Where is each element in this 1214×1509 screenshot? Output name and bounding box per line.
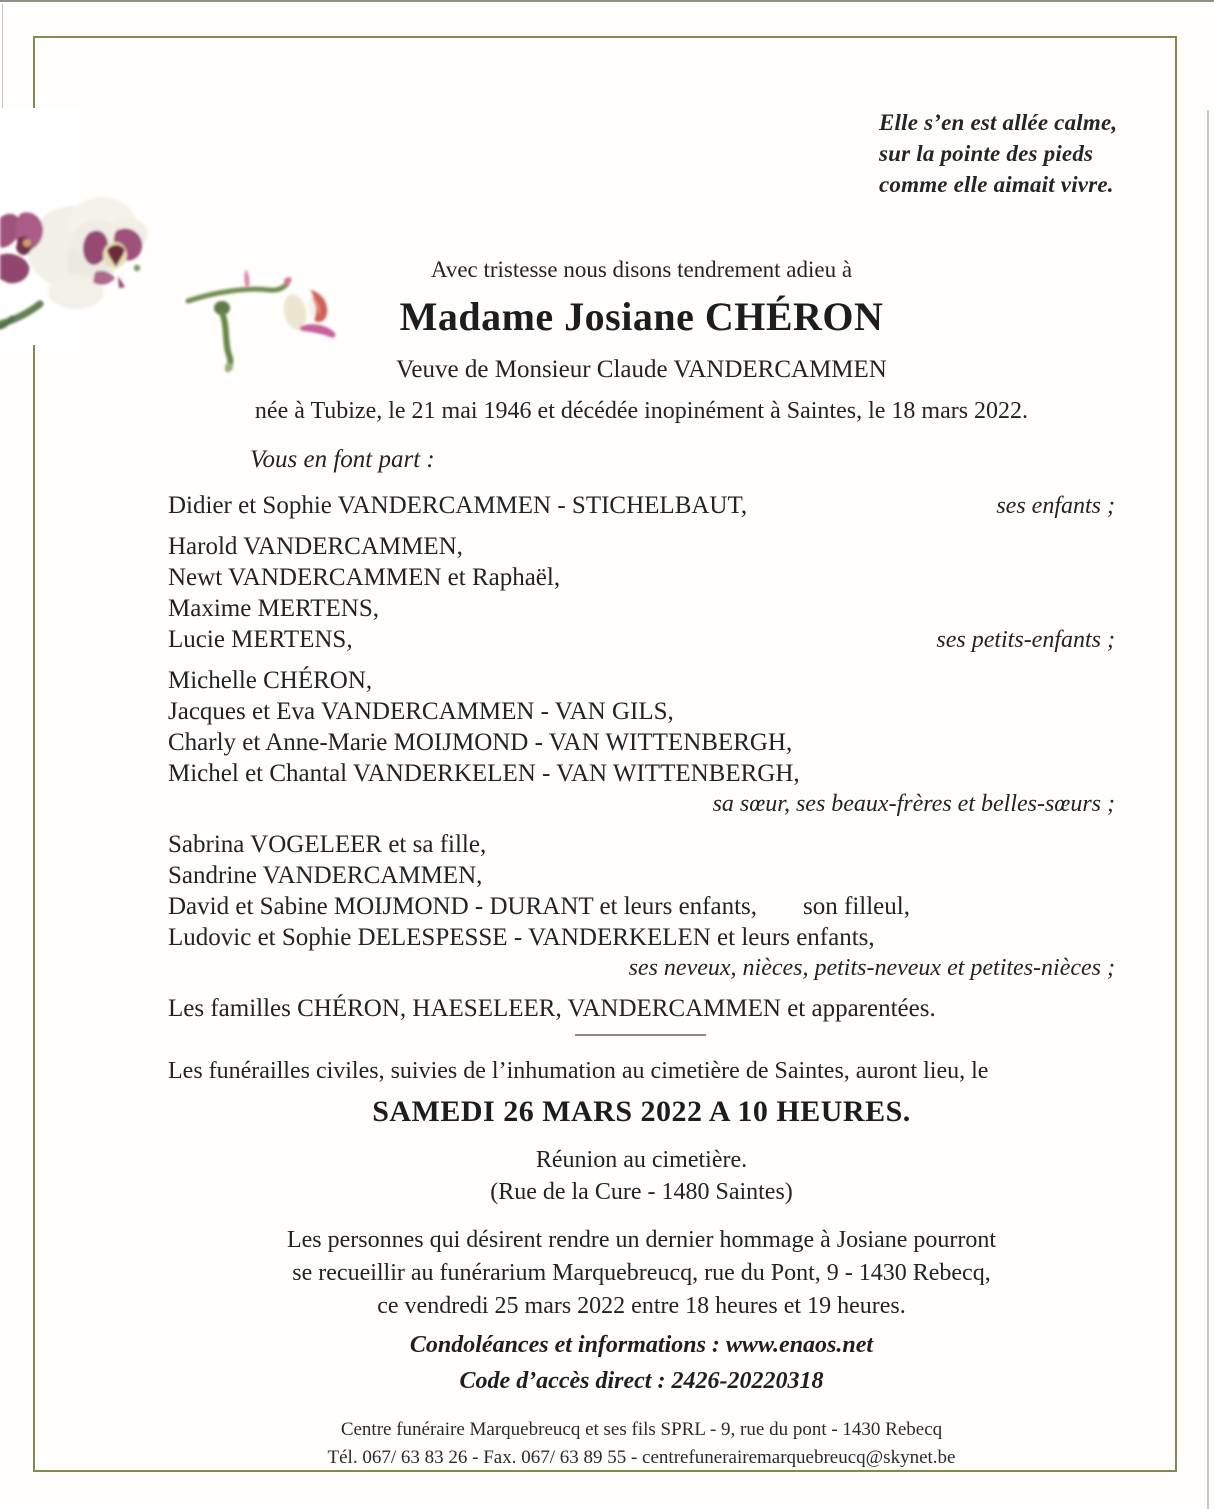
scan-edge-top [0, 0, 1214, 2]
family-row [168, 562, 1115, 593]
text-line: ce vendredi 25 mars 2022 entre 18 heures et 19 heures. [377, 1293, 906, 1319]
funeral-home-footer [168, 1416, 1115, 1472]
text-line: comme elle aimait vivre. [879, 172, 1114, 197]
relation-label: ses neveux, nièces, petits-neveux et petites-nièces ; [628, 955, 1115, 981]
family-member-name: Michel et Chantal VANDERKELEN - VAN WITTENBERGH, [168, 760, 800, 787]
orchid-photo [0, 100, 470, 390]
relation-label: ses petits-enfants ; [936, 627, 1115, 653]
meeting-line: Réunion au cimetière. [535, 1147, 748, 1173]
visitation-paragraph [168, 1224, 1115, 1323]
family-member-name: Charly et Anne-Marie MOIJMOND - VAN WITTENBERGH, [168, 729, 793, 756]
family-row [168, 922, 1115, 953]
family-member-name: Lucie MERTENS, [168, 626, 353, 653]
family-row [168, 531, 1115, 562]
life-dates-line: née à Tubize, le 21 mai 1946 et décédée inopinément à Saintes, le 18 mars 2022. [254, 398, 1029, 424]
text-line: Elle s’en est allée calme, [879, 110, 1118, 135]
section-divider [575, 1034, 706, 1036]
family-member-name: David et Sabine MOIJMOND - DURANT et leurs enfants, son filleul, [168, 893, 910, 920]
family-row [168, 727, 1115, 758]
family-member-name: Jacques et Eva VANDERCAMMEN - VAN GILS, [168, 698, 674, 725]
relation-label: sa sœur, ses beaux-frères et belles-sœurs ; [712, 791, 1115, 817]
family-member-name: Michelle CHÉRON, [168, 667, 373, 694]
family-member-name: Ludovic et Sophie DELESPESSE - VANDERKELEN et leurs enfants, [168, 924, 875, 951]
family-row [168, 829, 1115, 860]
funeral-home-contact-line: Tél. 067/ 63 83 26 - Fax. 067/ 63 89 55 - centrefunerairemarquebreucq@skynet.be [327, 1447, 956, 1468]
family-member-name: Harold VANDERCAMMEN, [168, 533, 463, 560]
family-member-name: Maxime MERTENS, [168, 595, 379, 622]
funeral-date-line: SAMEDI 26 MARS 2022 A 10 HEURES. [372, 1095, 911, 1128]
family-row [168, 490, 1115, 522]
condolences-block [168, 1327, 1115, 1399]
family-member-name: Newt VANDERCAMMEN et Raphaël, [168, 564, 561, 591]
family-member-name: Sandrine VANDERCAMMEN, [168, 862, 483, 889]
family-member-name: Les familles CHÉRON, HAESELEER, VANDERCAMMEN et apparentées. [168, 995, 936, 1022]
family-relation-row [168, 789, 1115, 820]
intro-line: Avec tristesse nous disons tendrement adieu à [430, 257, 853, 282]
scan-edge-right [1207, 110, 1209, 1509]
family-row [168, 593, 1115, 624]
deceased-name: Madame Josiane CHÉRON [399, 294, 884, 339]
funeral-home-address-line: Centre funéraire Marquebreucq et ses fils SPRL - 9, rue du pont - 1430 Rebecq [340, 1419, 943, 1440]
family-row [168, 993, 1115, 1024]
relation-label: ses enfants ; [996, 493, 1115, 519]
announce-label: Vous en font part : [250, 446, 435, 473]
text-line: se recueillir au funérarium Marquebreucq, rue du Pont, 9 - 1430 Rebecq, [292, 1260, 991, 1286]
text-line: Les personnes qui désirent rendre un dernier hommage à Josiane pourront [286, 1227, 997, 1253]
widow-line: Veuve de Monsieur Claude VANDERCAMMEN [396, 356, 887, 383]
funeral-intro-line: Les funérailles civiles, suivies de l’inhumation au cimetière de Saintes, auront lieu, le [168, 1058, 989, 1084]
family-row [168, 696, 1115, 727]
inline-relation-label: son filleul, [803, 893, 910, 920]
family-relation-row [168, 953, 1115, 984]
family-row [168, 665, 1115, 696]
meeting-address-line: (Rue de la Cure - 1480 Saintes) [490, 1179, 793, 1205]
text-line: sur la pointe des pieds [879, 141, 1094, 166]
condolences-access-code-line: Code d’accès direct : 2426-20220318 [459, 1368, 824, 1394]
family-member-name: Didier et Sophie VANDERCAMMEN - STICHELBAUT, [168, 492, 748, 519]
family-member-name: Sabrina VOGELEER et sa fille, [168, 831, 487, 858]
memorial-quote [879, 107, 1117, 200]
family-row [168, 891, 1115, 922]
family-row [168, 624, 1115, 656]
condolences-website-line: Condoléances et informations : www.enaos.net [409, 1332, 874, 1358]
family-list [168, 490, 1115, 1024]
family-row [168, 758, 1115, 789]
family-row [168, 860, 1115, 891]
